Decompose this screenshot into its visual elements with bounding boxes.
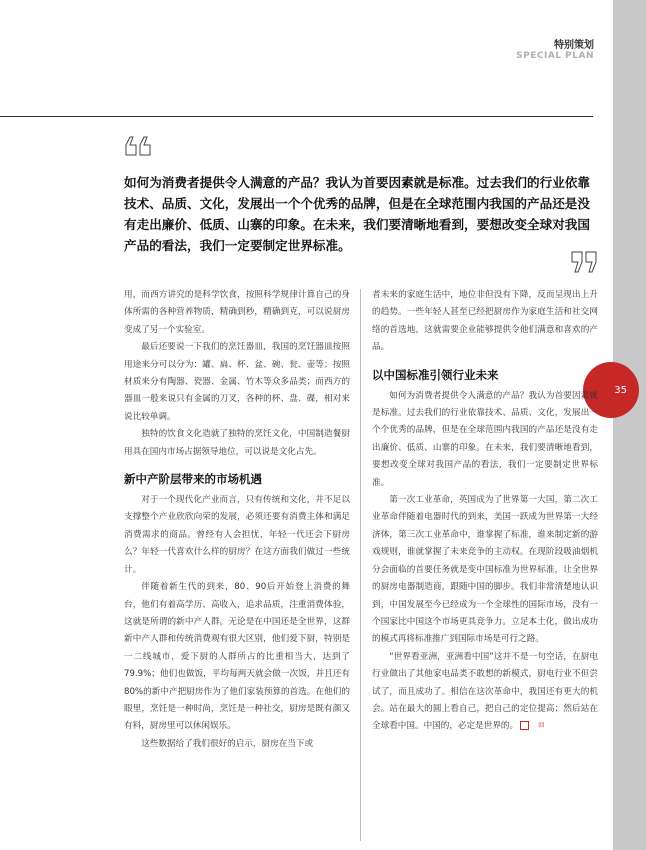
section-title-cn: 特别策划 <box>554 40 594 51</box>
paragraph: 独特的饮食文化造就了独特的烹饪文化，中国制造餐厨用具在国内市场占据领导地位，可以说是文化占先。 <box>124 429 350 457</box>
paragraph: 第一次工业革命，英国成为了世界第一大国，第二次工业革命伴随着电器时代的到来，美国一跃成为世界第一大经济体，第三次工业革命中，谁掌握了标准，谁来制定新的游戏规则，谁就掌握了未来竞争的主动权。在现阶段吸油烟机分会面临的首要任务就是变中国标准为世界标准，让全世界的厨房电器制造商，跟随中国的脚步。我们非常清楚地认识到，中国发展至今已经成为一个全球性的国际市场，没有一个国家比中国这个市场更具竞争力。立足本土化，做出成功的模式再将标准推广到国际市场是可行之路。 <box>372 495 598 645</box>
section-heading: 新中产阶层带来的市场机遇 <box>124 472 262 487</box>
paragraph: 者未来的家庭生活中，地位非但没有下降，反而呈现出上升的趋势。一些年轻人甚至已经把厨房作为家庭生活和社交网络的首选地，这就需要企业能够提供令他们满意和喜欢的产品。 <box>372 290 598 353</box>
paragraph-text: “世界看亚洲，亚洲看中国”这并不是一句空话，在厨电行业做出了其他家电品类不敢想的新模式，厨电行业不但尝试了，而且成功了。相信在这次革命中，我国还有更大的机会。站在最大的圆上看自己，把自己的定位提高；然后站在全球看中国。中国的，必定是世界的。 <box>372 651 598 732</box>
paragraph: 这些数据给了我们很好的启示，厨房在当下或 <box>141 738 314 749</box>
left-column <box>124 287 350 753</box>
open-quote-icon <box>124 133 154 163</box>
column-divider <box>360 289 361 841</box>
page-number: 35 <box>614 384 627 396</box>
pull-quote: 如何为消费者提供令人满意的产品？我认为首要因素就是标准。过去我们的行业依靠技术、品质、文化，发展出一个个优秀的品牌，但是在全球范围内我国的产品还是没有走出廉价、低质、山寨的印象。在未来，我们要清晰地看到，要想改变全球对我国产品的看法，我们一定要制定世界标准。 <box>124 175 590 253</box>
section-title-en: SPECIAL PLAN <box>516 51 594 61</box>
paragraph: 对于一个现代化产业而言，只有传统和文化，并不足以支撑整个产业欣欣向荣的发展，必须还要有消费主体和满足消费需求的商品。曾经有人会担忧，年轻一代还会下厨房么？年轻一代喜欢什么样的厨房？在这方面我们做过一些统计。 <box>124 495 350 575</box>
right-column <box>372 287 598 736</box>
paragraph <box>372 649 598 736</box>
side-bar <box>613 0 646 850</box>
paragraph: 最后还要说一下我们的烹饪器皿，我国的烹饪器皿按照用途来分可以分为：罐、扁、杯、盆、碗、瓮、壶等；按照材质来分有陶器、瓷器、金属、竹木等众多品类；而西方的器皿一般来说只有金属的刀叉，各种的杯、盘、碟，相对来说比较单调。 <box>124 342 350 422</box>
top-divider <box>0 116 593 117</box>
section-heading: 以中国标准引领行业未来 <box>372 367 499 382</box>
paragraph: 伴随着新生代的到来，80、90后开始登上消费的舞台，他们有着高学历、高收入，追求品质，注重消费体验，这就是所谓的新中产人群。无论是在中国还是全世界，这群新中产人群和传统消费观有很大区别，他们爱下厨，特别是一二线城市，爱下厨的人群所占的比重相当大，达到了79.9%；他们也做饭，平均每两天就会做一次饭，并且还有80%的新中产把厨房作为了他们家装预算的首选。在他们的眼里，烹饪是一种时尚，烹饪是一种社交，厨房是既有颜又有料，厨房里可以休闲娱乐。 <box>124 582 350 732</box>
paragraph: 如何为消费者提供令人满意的产品？我认为首要因素就是标准。过去我们的行业依靠技术、品质、文化，发展出一个个优秀的品牌，但是在全球范围内我国的产品还是没有走出廉价、低质、山寨的印象。在未来，我们要清晰地看到，要想改变全球对我国产品的看法，我们一定要制定世界标准。 <box>372 390 598 488</box>
paragraph: 用，而西方讲究的是科学饮食，按照科学规律计算自己的身体所需的各种营养物质，精确到秒，精确到克，可以说厨房变成了另一个实验室。 <box>124 290 350 335</box>
end-mark-icon: 回 <box>520 721 529 730</box>
